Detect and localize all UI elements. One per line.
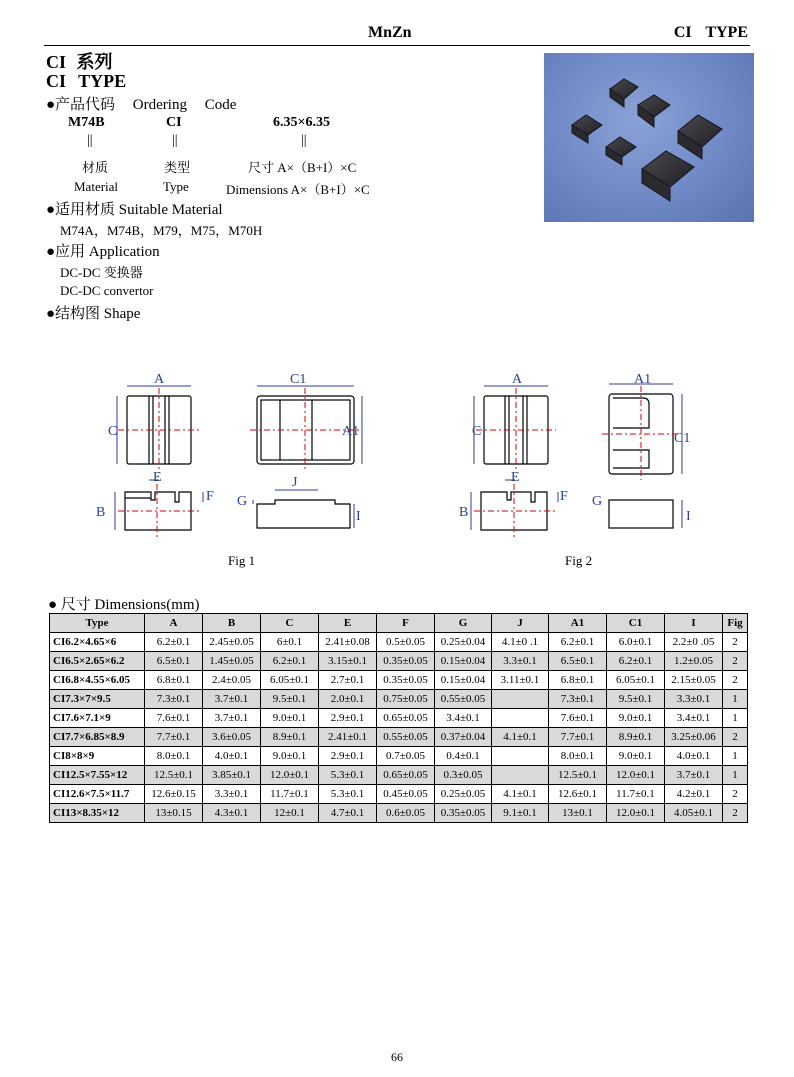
type-cell: CI6.5×2.65×6.2 — [50, 652, 145, 671]
table-cell: 0.55±0.05 — [435, 690, 492, 709]
table-cell: 0.15±0.04 — [435, 652, 492, 671]
table-cell: 9.5±0.1 — [607, 690, 665, 709]
table-cell: 12.0±0.1 — [607, 766, 665, 785]
column-header: C1 — [607, 614, 665, 633]
code-bar-1: || — [87, 133, 93, 148]
table-cell: 11.7±0.1 — [261, 785, 319, 804]
table-cell: 1 — [723, 690, 748, 709]
dimensions-en: Dimensions A×（B+I）×C — [226, 182, 370, 197]
dimensions-cn: 尺寸 A×（B+I）×C — [248, 160, 357, 175]
table-cell: 0.37±0.04 — [435, 728, 492, 747]
column-header: G — [435, 614, 492, 633]
fig2-bottom-view — [609, 500, 673, 528]
table-cell: 0.35±0.05 — [377, 671, 435, 690]
material-list: M74A，M74B，M79，M75，M70H — [60, 223, 263, 238]
table-cell: 7.7±0.1 — [549, 728, 607, 747]
table-cell: 12.5±0.1 — [145, 766, 203, 785]
column-header: F — [377, 614, 435, 633]
table-cell: 1 — [723, 766, 748, 785]
table-cell: 12.5±0.1 — [549, 766, 607, 785]
table-cell: 0.35±0.05 — [435, 804, 492, 823]
table-cell: 3.4±0.1 — [435, 709, 492, 728]
table-row — [50, 690, 748, 709]
table-cell: 6.2±0.1 — [261, 652, 319, 671]
table-cell: 4.1±0.1 — [492, 728, 549, 747]
table-cell: 6±0.1 — [261, 633, 319, 652]
fig2-label-I: I — [686, 509, 691, 524]
type-cell: CI12.6×7.5×11.7 — [50, 785, 145, 804]
column-header: A — [145, 614, 203, 633]
table-cell: 8.0±0.1 — [549, 747, 607, 766]
table-row — [50, 633, 748, 652]
table-cell: 6.05±0.1 — [261, 671, 319, 690]
fig1-label-F: F — [206, 489, 214, 504]
table-cell: 2.9±0.1 — [319, 747, 377, 766]
code-material: M74B — [68, 115, 105, 130]
table-cell: 2.41±0.1 — [319, 728, 377, 747]
table-cell: 2 — [723, 728, 748, 747]
table-cell: 2 — [723, 804, 748, 823]
fig1-label-C1: C1 — [290, 372, 307, 387]
table-cell: 2.4±0.05 — [203, 671, 261, 690]
application-en: DC-DC convertor — [60, 283, 154, 298]
ordering-heading: ●产品代码 Ordering Code — [46, 97, 237, 113]
table-row — [50, 728, 748, 747]
fig2-label-E: E — [511, 470, 520, 485]
table-cell: 13±0.15 — [145, 804, 203, 823]
table-cell: 7.3±0.1 — [549, 690, 607, 709]
column-header: Type — [50, 614, 145, 633]
table-cell: 0.25±0.05 — [435, 785, 492, 804]
table-cell: 3.7±0.1 — [665, 766, 723, 785]
table-cell: 3.4±0.1 — [665, 709, 723, 728]
code-type: CI — [166, 115, 182, 130]
table-cell: 4.0±0.1 — [665, 747, 723, 766]
table-cell: 2 — [723, 633, 748, 652]
table-cell: 6.8±0.1 — [145, 671, 203, 690]
code-bar-3: || — [301, 133, 307, 148]
table-cell: 2.9±0.1 — [319, 709, 377, 728]
product-photo-illustration — [544, 53, 754, 222]
table-cell: 3.25±0.06 — [665, 728, 723, 747]
column-header: B — [203, 614, 261, 633]
table-cell — [492, 690, 549, 709]
type-cell: CI7.3×7×9.5 — [50, 690, 145, 709]
table-cell: 3.11±0.1 — [492, 671, 549, 690]
material-heading: ●适用材质 Suitable Material — [46, 202, 223, 218]
fig1-label-I: I — [356, 509, 361, 524]
table-cell: 1 — [723, 709, 748, 728]
type-cell: CI7.6×7.1×9 — [50, 709, 145, 728]
table-cell: 2.0±0.1 — [319, 690, 377, 709]
header-rule — [44, 45, 750, 46]
code-dimensions: 6.35×6.35 — [273, 115, 330, 130]
application-cn: DC-DC 变换器 — [60, 265, 143, 280]
fig1-label-B: B — [96, 505, 106, 520]
fig2-label-A1: A1 — [634, 372, 652, 387]
table-cell: 0.4±0.1 — [435, 747, 492, 766]
table-cell: 8.9±0.1 — [607, 728, 665, 747]
table-cell: 9.0±0.1 — [607, 709, 665, 728]
table-row — [50, 766, 748, 785]
table-row — [50, 671, 748, 690]
table-cell: 0.35±0.05 — [377, 652, 435, 671]
table-cell: 12.0±0.1 — [261, 766, 319, 785]
table-cell: 2.7±0.1 — [319, 671, 377, 690]
table-cell — [492, 766, 549, 785]
table-cell: 9.1±0.1 — [492, 804, 549, 823]
table-cell: 4.0±0.1 — [203, 747, 261, 766]
table-cell: 3.3±0.1 — [203, 785, 261, 804]
type-cell: CI13×8.35×12 — [50, 804, 145, 823]
table-cell: 7.6±0.1 — [145, 709, 203, 728]
table-cell: 8.9±0.1 — [261, 728, 319, 747]
table-cell: 0.7±0.05 — [377, 747, 435, 766]
fig2-label-C1: C1 — [674, 431, 691, 446]
fig2-label-A: A — [512, 372, 523, 387]
table-cell: 6.8±0.1 — [549, 671, 607, 690]
table-cell: 2 — [723, 785, 748, 804]
table-cell: 2.45±0.05 — [203, 633, 261, 652]
type-title: CI TYPE — [46, 71, 127, 91]
table-cell: 4.1±0.1 — [492, 785, 549, 804]
table-cell: 3.15±0.1 — [319, 652, 377, 671]
column-header: Fig — [723, 614, 748, 633]
fig2-caption: Fig 2 — [565, 553, 593, 568]
table-cell — [492, 747, 549, 766]
table-cell: 1.45±0.05 — [203, 652, 261, 671]
fig1-label-E: E — [153, 470, 162, 485]
table-cell: 9.5±0.1 — [261, 690, 319, 709]
table-cell: 0.65±0.05 — [377, 709, 435, 728]
table-cell: 13±0.1 — [549, 804, 607, 823]
page-number: 66 — [391, 1050, 403, 1064]
table-cell: 2.15±0.05 — [665, 671, 723, 690]
type-cell: CI8×8×9 — [50, 747, 145, 766]
table-cell: 3.85±0.1 — [203, 766, 261, 785]
column-header: I — [665, 614, 723, 633]
code-bar-2: || — [172, 133, 178, 148]
type-cell: CI7.7×6.85×8.9 — [50, 728, 145, 747]
table-cell: 4.7±0.1 — [319, 804, 377, 823]
table-cell: 12.6±0.15 — [145, 785, 203, 804]
table-cell: 7.7±0.1 — [145, 728, 203, 747]
table-cell: 12±0.1 — [261, 804, 319, 823]
shape-heading: ●结构图 Shape — [46, 306, 141, 322]
table-cell: 0.65±0.05 — [377, 766, 435, 785]
table-cell: 1.2±0.05 — [665, 652, 723, 671]
table-cell: 8.0±0.1 — [145, 747, 203, 766]
material-en: Material — [74, 179, 119, 194]
table-row — [50, 709, 748, 728]
header-right: CI TYPE — [673, 24, 748, 41]
fig1-label-A1: A1 — [342, 424, 360, 439]
table-cell: 6.2±0.1 — [549, 633, 607, 652]
table-cell: 9.0±0.1 — [607, 747, 665, 766]
table-cell: 12.6±0.1 — [549, 785, 607, 804]
table-row — [50, 804, 748, 823]
table-cell: 2.41±0.08 — [319, 633, 377, 652]
table-row — [50, 747, 748, 766]
table-cell: 2.2±0 .05 — [665, 633, 723, 652]
table-cell: 0.45±0.05 — [377, 785, 435, 804]
table-cell: 3.3±0.1 — [492, 652, 549, 671]
type-cell: CI6.8×4.55×6.05 — [50, 671, 145, 690]
material-cn: 材质 — [82, 160, 109, 175]
dimensions-table — [49, 613, 748, 823]
table-cell: 9.0±0.1 — [261, 709, 319, 728]
type-cell: CI12.5×7.55×12 — [50, 766, 145, 785]
column-header: E — [319, 614, 377, 633]
fig1-label-G: G — [237, 494, 248, 509]
table-cell: 0.3±0.05 — [435, 766, 492, 785]
table-cell: 0.15±0.04 — [435, 671, 492, 690]
type-cell: CI6.2×4.65×6 — [50, 633, 145, 652]
table-cell: 3.7±0.1 — [203, 709, 261, 728]
table-cell: 5.3±0.1 — [319, 766, 377, 785]
table-cell: 6.05±0.1 — [607, 671, 665, 690]
structure-drawings — [90, 368, 710, 558]
fig1-caption: Fig 1 — [228, 553, 256, 568]
table-header-row — [50, 614, 748, 633]
table-cell: 0.75±0.05 — [377, 690, 435, 709]
fig2-label-B: B — [459, 505, 469, 520]
table-cell: 12.0±0.1 — [607, 804, 665, 823]
application-heading: ●应用 Application — [46, 244, 160, 260]
table-cell: 0.6±0.05 — [377, 804, 435, 823]
table-row — [50, 785, 748, 804]
table-cell: 3.6±0.05 — [203, 728, 261, 747]
header-center: MnZn — [368, 24, 412, 41]
column-header: J — [492, 614, 549, 633]
table-cell: 4.1±0 .1 — [492, 633, 549, 652]
table-cell: 6.2±0.1 — [145, 633, 203, 652]
fig1-label-C: C — [108, 424, 118, 439]
table-cell: 2 — [723, 671, 748, 690]
table-cell: 1 — [723, 747, 748, 766]
table-cell: 6.5±0.1 — [145, 652, 203, 671]
table-cell: 0.5±0.05 — [377, 633, 435, 652]
column-header: A1 — [549, 614, 607, 633]
table-cell: 4.05±0.1 — [665, 804, 723, 823]
table-cell: 3.3±0.1 — [665, 690, 723, 709]
fig1-label-J: J — [292, 475, 298, 490]
table-cell: 0.55±0.05 — [377, 728, 435, 747]
type-cn: 类型 — [164, 160, 191, 175]
fig2-label-F: F — [560, 489, 568, 504]
series-title: CI 系列 — [46, 52, 113, 72]
fig2-label-C: C — [472, 424, 482, 439]
table-cell: 2 — [723, 652, 748, 671]
table-cell — [492, 709, 549, 728]
column-header: C — [261, 614, 319, 633]
fig1-bottom-view — [257, 500, 350, 528]
type-en: Type — [163, 179, 189, 194]
table-cell: 9.0±0.1 — [261, 747, 319, 766]
fig1-label-A: A — [154, 372, 165, 387]
table-cell: 6.0±0.1 — [607, 633, 665, 652]
table-cell: 6.5±0.1 — [549, 652, 607, 671]
product-photo — [544, 53, 754, 222]
table-cell: 0.25±0.04 — [435, 633, 492, 652]
table-cell: 5.3±0.1 — [319, 785, 377, 804]
table-cell: 4.3±0.1 — [203, 804, 261, 823]
table-cell: 6.2±0.1 — [607, 652, 665, 671]
dimensions-heading: ● 尺寸 Dimensions(mm) — [48, 597, 200, 613]
table-cell: 11.7±0.1 — [607, 785, 665, 804]
table-cell: 3.7±0.1 — [203, 690, 261, 709]
fig2-label-G: G — [592, 494, 603, 509]
table-cell: 7.3±0.1 — [145, 690, 203, 709]
table-row — [50, 652, 748, 671]
table-cell: 7.6±0.1 — [549, 709, 607, 728]
table-cell: 4.2±0.1 — [665, 785, 723, 804]
